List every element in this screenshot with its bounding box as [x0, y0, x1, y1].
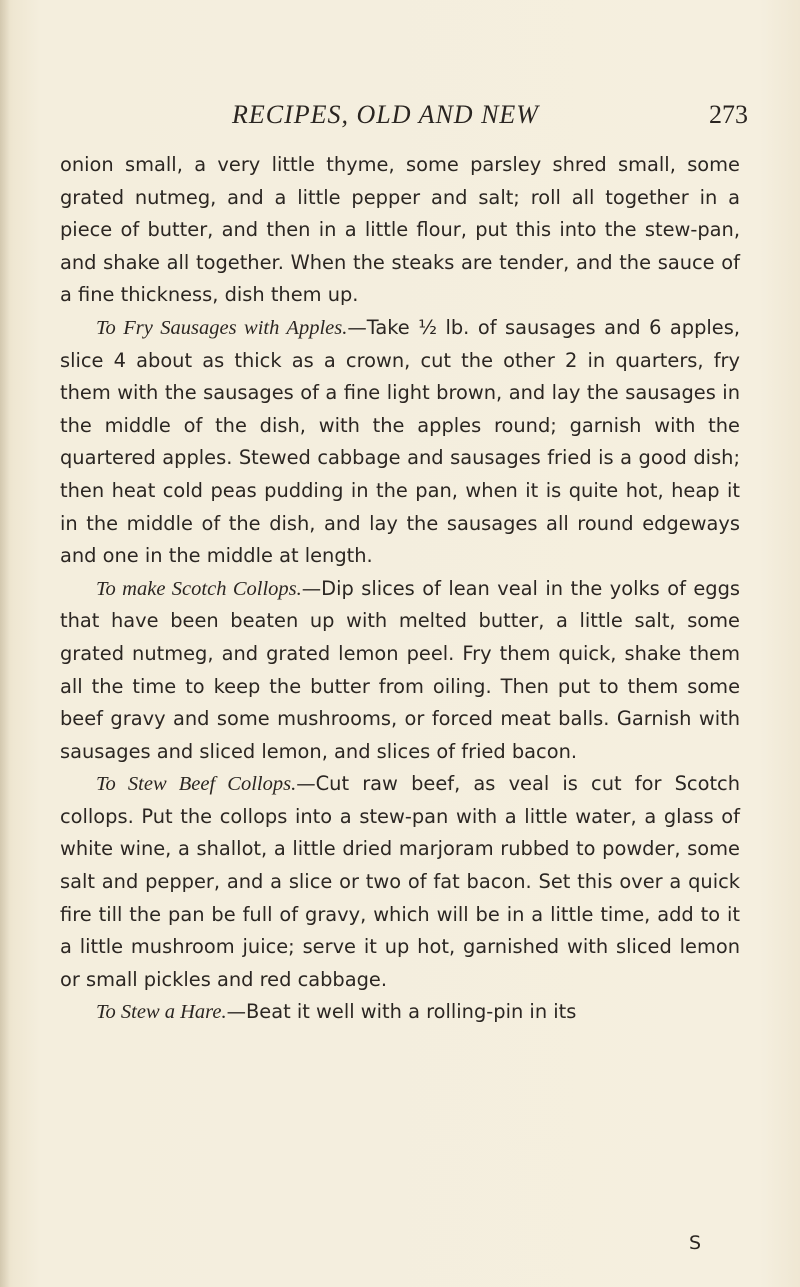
paragraph-text: onion small, a very little thyme, some parsley shred small, some grated nutmeg, and a little pepper and salt; roll all together in a piece of butter, and then in a little flour, put this into the stew-pan, and shake all together. When the steaks are tender, and the sauce of a fine thickness, dish them up. — [60, 153, 740, 307]
recipe-title: To Stew Beef Collops. — [96, 773, 297, 796]
recipe-title: To Fry Sausages with Apples. — [96, 316, 348, 339]
page-body — [60, 149, 740, 1029]
gutter-shadow — [0, 0, 10, 1287]
running-head: RECIPES, OLD AND NEW — [232, 100, 539, 129]
paragraph-text: —Beat it well with a rolling-pin in its — [226, 1000, 577, 1024]
signature-mark: S — [689, 1232, 702, 1254]
recipe-paragraph — [60, 312, 740, 573]
paragraph-text: —Take ½ lb. of sausages and 6 apples, slice 4 about as thick as a crown, cut the other 2 in quarters, fry them with the sausages of a fine light brown, and lay the sausages in the middle of the dish, with the apples round; garnish with the quartered apples. Stewed cabbage and sausages fried is a good dish; then heat cold peas pudding in the pan, when it is quite hot, heap it in the middle of the dish, and lay the sausages all round edgeways and one in the middle at length. — [60, 315, 740, 568]
page-number: 273 — [709, 100, 748, 129]
recipe-title: To make Scotch Collops. — [96, 577, 302, 600]
paragraph-text: —Dip slices of lean veal in the yolks of eggs that have been beaten up with melted butter, a little salt, some grated nutmeg, and grated lemon peel. Fry them quick, shake them all the time to keep the butter from oiling. Then put to them some beef gravy and some mushrooms, or forced meat balls. Garnish with sausages and sliced lemon, and slices of fried bacon. — [60, 576, 740, 763]
recipe-paragraph — [60, 768, 740, 996]
recipe-title: To Stew a Hare. — [96, 1001, 227, 1024]
paragraph-text: —Cut raw beef, as veal is cut for Scotch collops. Put the collops into a stew-pan with a little water, a glass of white wine, a shallot, a little dried marjoram rubbed to powder, some salt and pepper, and a slice or two of fat bacon. Set this over a quick fire till the pan be full of gravy, which will be in a little time, add to it a little mushroom juice; serve it up hot, garnished with sliced lemon or small pickles and red cabbage. — [60, 772, 740, 991]
recipe-paragraph — [60, 996, 740, 1029]
recipe-paragraph — [60, 573, 740, 769]
paragraph-continuation — [60, 149, 740, 312]
